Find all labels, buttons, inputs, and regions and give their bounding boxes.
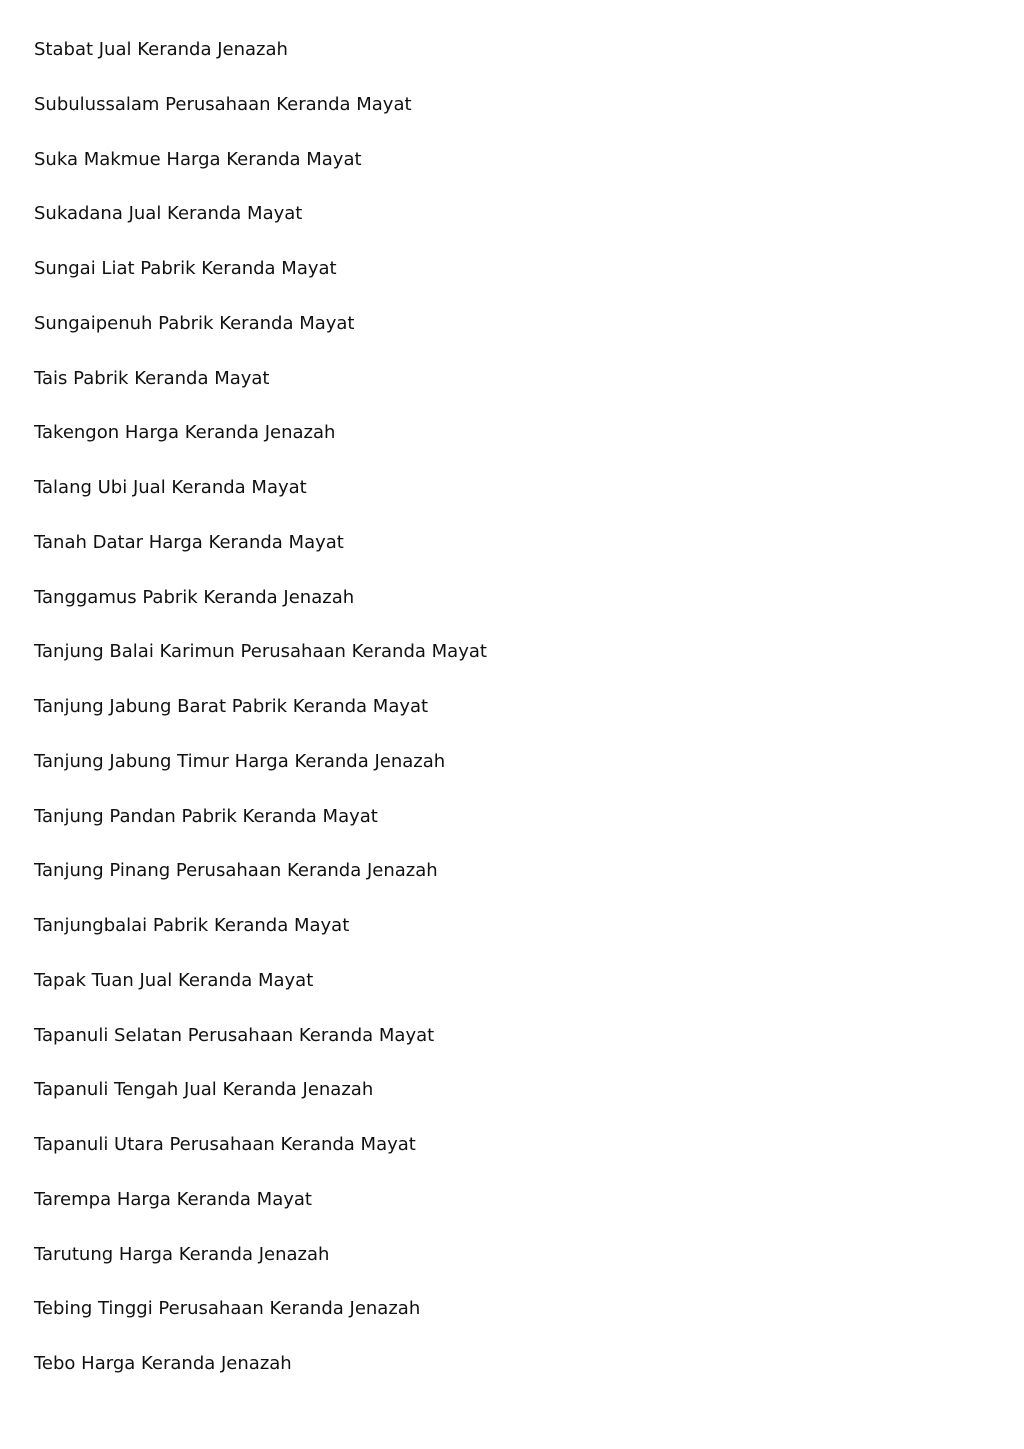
list-item: Tarutung Harga Keranda Jenazah	[34, 1243, 330, 1265]
list-item: Tanjung Jabung Timur Harga Keranda Jenazah	[34, 750, 446, 772]
list-item: Tarempa Harga Keranda Mayat	[34, 1188, 312, 1210]
list-item: Tapanuli Tengah Jual Keranda Jenazah	[34, 1079, 374, 1101]
list-item: Tanjung Pinang Perusahaan Keranda Jenazah	[34, 860, 438, 882]
list-item: Takengon Harga Keranda Jenazah	[34, 422, 336, 444]
list-item: Talang Ubi Jual Keranda Mayat	[34, 477, 307, 498]
list-item: Sukadana Jual Keranda Mayat	[34, 203, 303, 225]
document-page	[34, 35, 994, 1404]
list-item: Stabat Jual Keranda Jenazah	[34, 39, 288, 60]
list-item: Sungai Liat Pabrik Keranda Mayat	[34, 258, 337, 279]
list-item: Tapanuli Selatan Perusahaan Keranda Mayat	[34, 1024, 435, 1046]
list-item: Tebo Harga Keranda Jenazah	[34, 1353, 292, 1374]
list-item: Tapak Tuan Jual Keranda Mayat	[34, 969, 314, 991]
list-item: Tanjung Balai Karimun Perusahaan Keranda Mayat	[34, 641, 487, 663]
location-list	[34, 35, 994, 1404]
list-item: Suka Makmue Harga Keranda Mayat	[34, 148, 362, 170]
list-item: Tanjungbalai Pabrik Keranda Mayat	[34, 915, 350, 936]
list-item: Sungaipenuh Pabrik Keranda Mayat	[34, 312, 355, 334]
list-item: Tapanuli Utara Perusahaan Keranda Mayat	[34, 1134, 416, 1155]
list-item: Tais Pabrik Keranda Mayat	[34, 367, 270, 389]
list-item: Subulussalam Perusahaan Keranda Mayat	[34, 93, 412, 115]
list-item: Tanjung Jabung Barat Pabrik Keranda Mayat	[34, 696, 429, 717]
list-item: Tanggamus Pabrik Keranda Jenazah	[34, 586, 355, 608]
list-item: Tebing Tinggi Perusahaan Keranda Jenazah	[34, 1298, 421, 1320]
list-item: Tanah Datar Harga Keranda Mayat	[34, 531, 344, 553]
list-item: Tanjung Pandan Pabrik Keranda Mayat	[34, 805, 378, 827]
